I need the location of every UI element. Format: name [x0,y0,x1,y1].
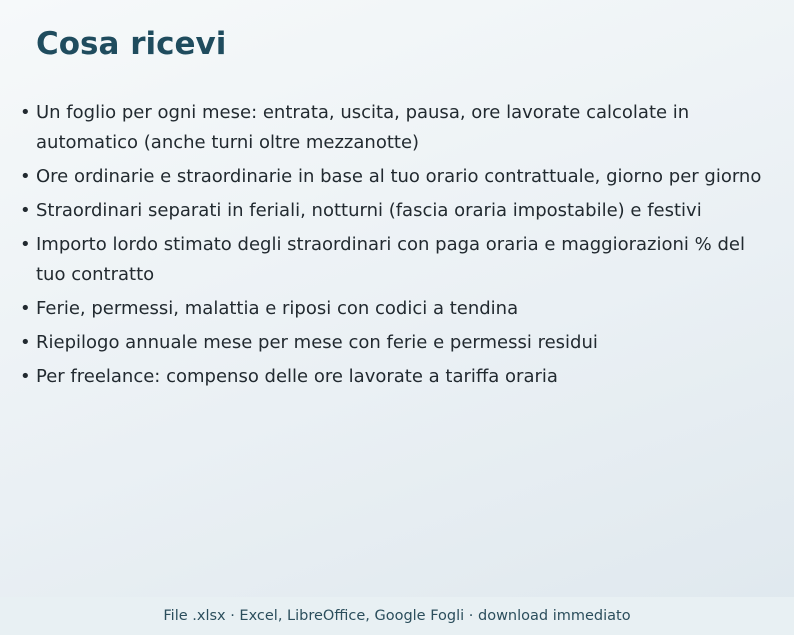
feature-text: Straordinari separati in feriali, notturni (fascia oraria impostabile) e festivi [36,200,702,221]
page-title: Cosa ricevi [36,26,227,62]
list-item [20,328,771,358]
list-item [20,196,771,226]
list-item [20,162,771,192]
bullet-icon: • [20,200,31,221]
bullet-icon: • [20,234,31,255]
feature-text: Ferie, permessi, malattia e riposi con codici a tendina [36,298,519,319]
feature-text: Ore ordinarie e straordinarie in base al tuo orario contrattuale, giorno per giorno [36,166,762,187]
bullet-icon: • [20,298,31,319]
feature-list [20,98,771,396]
feature-text: Importo lordo stimato degli straordinari con paga oraria e maggiorazioni % del tuo contratto [36,234,745,285]
feature-text: Un foglio per ogni mese: entrata, uscita, pausa, ore lavorate calcolate in automatico (anche turni oltre mezzanotte) [36,102,690,153]
bullet-icon: • [20,366,31,387]
list-item [20,230,771,290]
feature-text: Per freelance: compenso delle ore lavorate a tariffa oraria [36,366,558,387]
list-item [20,362,771,392]
list-item [20,98,771,158]
feature-text: Riepilogo annuale mese per mese con ferie e permessi residui [36,332,598,353]
bullet-icon: • [20,102,31,123]
footer-note: File .xlsx · Excel, LibreOffice, Google Fogli · download immediato [0,597,794,635]
bullet-icon: • [20,332,31,353]
bullet-icon: • [20,166,31,187]
list-item [20,294,771,324]
